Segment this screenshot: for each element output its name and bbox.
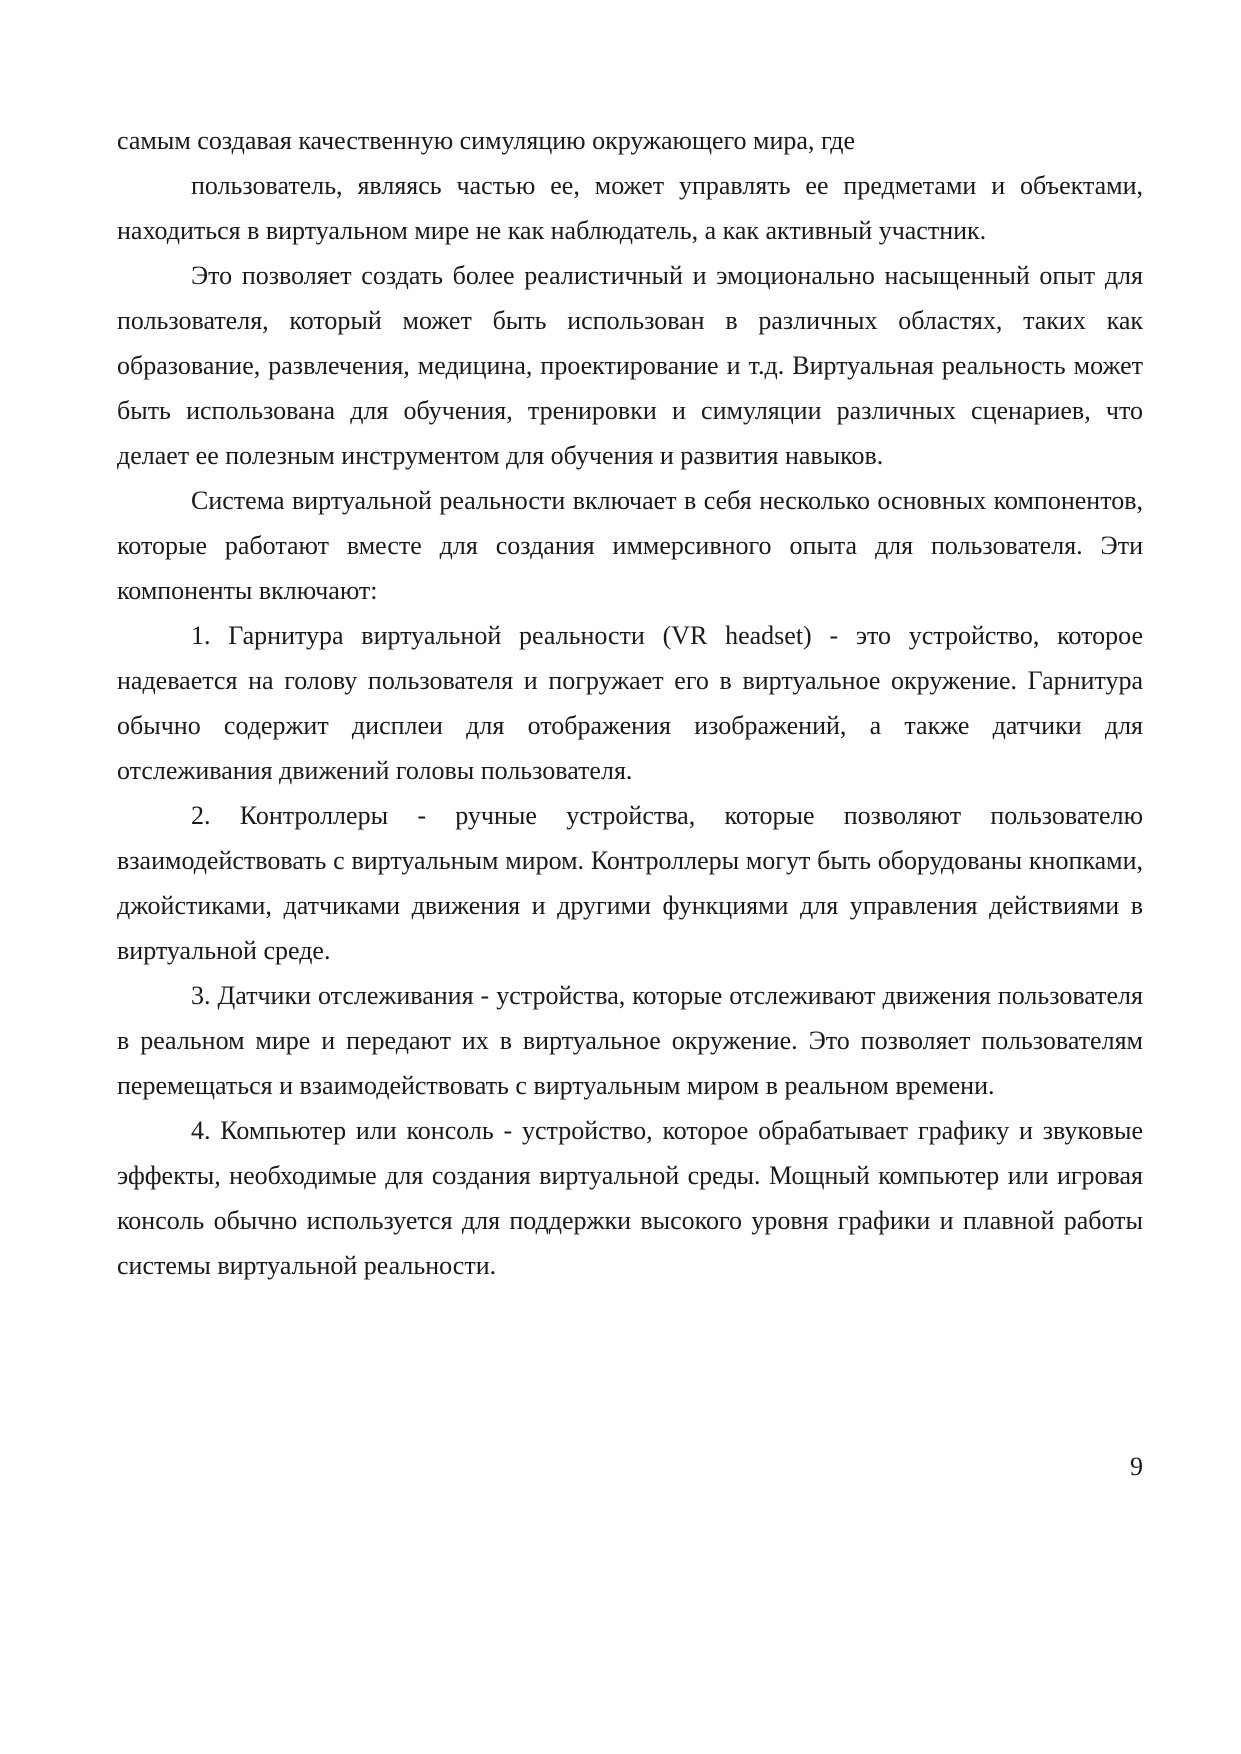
paragraph: пользователь, являясь частью ее, может управлять ее предметами и объектами, находиться в виртуальном мире не как наблюдатель, а как активный участник. — [117, 171, 1143, 245]
list-item-paragraph: 3. Датчики отслеживания - устройства, которые отслеживают движения пользователя в реальном мире и передают их в виртуальное окружение. Это позволяет пользователям перемещаться и взаимодействовать с виртуальным миром в реальном времени. — [117, 981, 1143, 1100]
paragraph: самым создавая качественную симуляцию окружающего мира, где — [117, 126, 856, 155]
list-item-paragraph: 2. Контроллеры - ручные устройства, которые позволяют пользователю взаимодействовать с виртуальным миром. Контроллеры могут быть оборудованы кнопками, джойстиками, датчиками движения и другими функциями для управления действиями в виртуальной среде. — [117, 801, 1143, 965]
document-body — [117, 118, 1143, 1288]
page-number: 9 — [1130, 1452, 1143, 1481]
paragraph: Система виртуальной реальности включает в себя несколько основных компонентов, которые работают вместе для создания иммерсивного опыта для пользователя. Эти компоненты включают: — [117, 486, 1143, 605]
list-item-paragraph: 4. Компьютер или консоль - устройство, которое обрабатывает графику и звуковые эффекты, необходимые для создания виртуальной среды. Мощный компьютер или игровая консоль обычно используется для поддержки высокого уровня графики и плавной работы системы виртуальной реальности. — [117, 1116, 1143, 1280]
paragraph: Это позволяет создать более реалистичный и эмоционально насыщенный опыт для пользователя, который может быть использован в различных областях, таких как образование, развлечения, медицина, проектирование и т.д. Виртуальная реальность может быть использована для обучения, тренировки и симуляции различных сценариев, что делает ее полезным инструментом для обучения и развития навыков. — [117, 261, 1143, 470]
list-item-paragraph: 1. Гарнитура виртуальной реальности (VR headset) - это устройство, которое надевается на голову пользователя и погружает его в виртуальное окружение. Гарнитура обычно содержит дисплеи для отображения изображений, а также датчики для отслеживания движений головы пользователя. — [117, 621, 1143, 785]
